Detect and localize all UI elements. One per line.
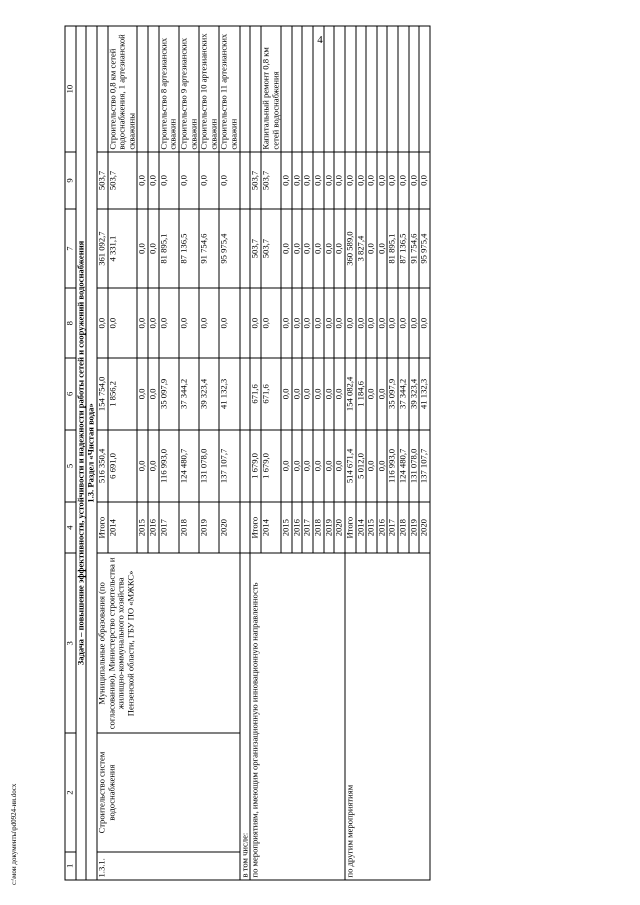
innov-c9: 503,7	[260, 152, 280, 209]
other-year: 2017	[387, 501, 398, 552]
innov-c8: 0,0	[334, 288, 345, 357]
innov-c10	[334, 26, 345, 152]
item-c6: 0,0	[137, 357, 148, 429]
other-year: 2014	[355, 501, 366, 552]
other-c5: 514 671,4	[344, 429, 355, 501]
other-c5: 131 078,0	[408, 429, 419, 501]
innov-year: 2015	[281, 501, 292, 552]
other-c7: 0,0	[376, 208, 387, 288]
other-c5: 0,0	[376, 429, 387, 501]
other-c5: 0,0	[366, 429, 377, 501]
innov-c6: 0,0	[291, 357, 302, 429]
including-empty-cell	[239, 288, 250, 357]
item-year: 2020	[219, 501, 239, 552]
other-c6: 0,0	[376, 357, 387, 429]
innov-c6: 671,6	[260, 357, 280, 429]
including-empty-cell	[239, 152, 250, 209]
including-label: в том числе:	[239, 553, 250, 880]
item-c7: 0,0	[137, 208, 148, 288]
other-c7: 3 827,4	[355, 208, 366, 288]
including-empty-cell	[239, 501, 250, 552]
innov-c5: 0,0	[313, 429, 324, 501]
innov-c6: 671,6	[250, 357, 261, 429]
innov-label: по мероприятиям, имеющим организационную инновационную направленность	[250, 553, 345, 880]
innov-c6: 0,0	[313, 357, 324, 429]
innov-c7: 0,0	[334, 208, 345, 288]
innov-c7: 0,0	[291, 208, 302, 288]
other-c5: 116 993,0	[387, 429, 398, 501]
item-c9: 0,0	[199, 152, 219, 209]
program-table	[64, 25, 430, 880]
other-c10	[408, 26, 419, 152]
other-c8: 0,0	[366, 288, 377, 357]
other-c10	[344, 26, 355, 152]
innov-year: 2016	[291, 501, 302, 552]
other-c10	[387, 26, 398, 152]
innov-c10	[281, 26, 292, 152]
item-c5: 6 691,0	[107, 429, 137, 501]
innov-c8: 0,0	[302, 288, 313, 357]
innov-c7: 0,0	[323, 208, 334, 288]
other-c10	[419, 26, 430, 152]
other-c6: 154 082,4	[344, 357, 355, 429]
innov-c6: 0,0	[323, 357, 334, 429]
item-c7: 0,0	[148, 208, 159, 288]
item-c5: 137 107,7	[219, 429, 239, 501]
other-c5: 137 107,7	[419, 429, 430, 501]
col-num-9: 9	[65, 152, 76, 209]
other-c10	[366, 26, 377, 152]
item-c5: 0,0	[137, 429, 148, 501]
innov-c9: 0,0	[334, 152, 345, 209]
innov-c8: 0,0	[250, 288, 261, 357]
item-c7: 81 895,1	[158, 208, 178, 288]
item-c8: 0,0	[199, 288, 219, 357]
col-num-7: 7	[65, 208, 76, 288]
innov-c7: 0,0	[313, 208, 324, 288]
innov-c10	[250, 26, 261, 152]
innov-c10: Капитальный ремонт 0,8 км сетей водоснабжения	[260, 26, 280, 152]
other-c6: 35 097,9	[387, 357, 398, 429]
innov-c5: 0,0	[302, 429, 313, 501]
other-c9: 0,0	[344, 152, 355, 209]
page-number: 4	[317, 34, 323, 46]
task-heading: Задача – повышение эффективности, устойчивости и надежности работы сетей и сооружений водоснабжения	[75, 26, 86, 880]
including-empty-cell	[239, 429, 250, 501]
other-c9: 0,0	[387, 152, 398, 209]
innov-c9: 0,0	[291, 152, 302, 209]
other-year: 2018	[398, 501, 409, 552]
section-heading: 1.3. Раздел «Чистая вода»	[86, 26, 97, 880]
item-c6: 37 344,2	[178, 357, 198, 429]
other-row	[344, 26, 355, 880]
col-num-6: 6	[65, 357, 76, 429]
other-c8: 0,0	[398, 288, 409, 357]
other-year: 2015	[366, 501, 377, 552]
other-c7: 91 754,6	[408, 208, 419, 288]
innov-c6: 0,0	[281, 357, 292, 429]
innov-c10	[302, 26, 313, 152]
other-c8: 0,0	[408, 288, 419, 357]
innov-c10	[323, 26, 334, 152]
other-c8: 0,0	[376, 288, 387, 357]
other-c10	[355, 26, 366, 152]
item-c6: 39 323,4	[199, 357, 219, 429]
innov-year: Итого	[250, 501, 261, 552]
other-c8: 0,0	[419, 288, 430, 357]
item-c6: 35 097,9	[158, 357, 178, 429]
item-c10: Строительство 10 артезианских скважин	[199, 26, 219, 152]
item-c10: Строительство 0,8 км сетей водоснабжения, 1 артезианской скважины	[107, 26, 137, 152]
other-c6: 41 132,3	[419, 357, 430, 429]
item-c9: 0,0	[148, 152, 159, 209]
item-executor: Муниципальные образования (по согласованию), Министерство строительства и жилищно-коммунального хозяйства Пензенской области, ГБУ ПО «МЖКС»	[96, 553, 239, 733]
including-empty-cell	[239, 26, 250, 152]
item-c9: 0,0	[158, 152, 178, 209]
item-c9: 0,0	[178, 152, 198, 209]
task-heading-row	[75, 26, 86, 880]
innov-c7: 503,7	[250, 208, 261, 288]
item-c9: 0,0	[219, 152, 239, 209]
innov-row	[250, 26, 261, 880]
other-c9: 0,0	[366, 152, 377, 209]
item-c7: 87 136,5	[178, 208, 198, 288]
item-c7: 91 754,6	[199, 208, 219, 288]
item-year: Итого	[96, 501, 107, 552]
item-c6: 154 754,0	[96, 357, 107, 429]
innov-c5: 0,0	[291, 429, 302, 501]
other-c9: 0,0	[419, 152, 430, 209]
innov-c10	[313, 26, 324, 152]
item-c10: Строительство 11 артезианских скважин	[219, 26, 239, 152]
item-c7: 95 975,4	[219, 208, 239, 288]
other-c6: 37 344,2	[398, 357, 409, 429]
innov-c5: 0,0	[334, 429, 345, 501]
innov-c5: 0,0	[323, 429, 334, 501]
item-c9: 503,7	[107, 152, 137, 209]
col-num-5: 5	[65, 429, 76, 501]
other-c7: 95 975,4	[419, 208, 430, 288]
item-c5: 0,0	[148, 429, 159, 501]
other-c8: 0,0	[387, 288, 398, 357]
other-c8: 0,0	[344, 288, 355, 357]
item-c10: Строительство 8 артезианских скважин	[158, 26, 178, 152]
innov-c9: 0,0	[281, 152, 292, 209]
innov-c8: 0,0	[323, 288, 334, 357]
innov-c8: 0,0	[260, 288, 280, 357]
item-c6: 0,0	[148, 357, 159, 429]
other-c7: 0,0	[366, 208, 377, 288]
item-c10	[148, 26, 159, 152]
item-c10	[96, 26, 107, 152]
other-c9: 0,0	[398, 152, 409, 209]
including-row	[239, 26, 250, 880]
item-c9: 503,7	[96, 152, 107, 209]
column-number-row	[65, 26, 76, 880]
including-empty-cell	[239, 208, 250, 288]
item-c6: 1 856,2	[107, 357, 137, 429]
item-year: 2018	[178, 501, 198, 552]
item-c6: 41 132,3	[219, 357, 239, 429]
item-row	[96, 26, 107, 880]
other-c10	[376, 26, 387, 152]
other-c10	[398, 26, 409, 152]
item-name: Строительство систем водоснабжения	[96, 733, 239, 851]
item-c8: 0,0	[137, 288, 148, 357]
other-c6: 0,0	[366, 357, 377, 429]
other-c7: 87 136,5	[398, 208, 409, 288]
innov-c10	[291, 26, 302, 152]
other-c9: 0,0	[408, 152, 419, 209]
item-c8: 0,0	[178, 288, 198, 357]
other-c5: 124 480,7	[398, 429, 409, 501]
rotated-table-container	[64, 25, 576, 880]
innov-c6: 0,0	[302, 357, 313, 429]
item-c10: Строительство 9 артезианских скважин	[178, 26, 198, 152]
innov-year: 2017	[302, 501, 313, 552]
col-num-4: 4	[65, 501, 76, 552]
other-c6: 39 323,4	[408, 357, 419, 429]
innov-year: 2020	[334, 501, 345, 552]
item-c5: 124 480,7	[178, 429, 198, 501]
item-c8: 0,0	[219, 288, 239, 357]
item-c5: 516 350,4	[96, 429, 107, 501]
other-c7: 360 589,0	[344, 208, 355, 288]
col-num-3: 3	[65, 553, 76, 733]
item-year: 2016	[148, 501, 159, 552]
other-year: Итого	[344, 501, 355, 552]
item-c10	[137, 26, 148, 152]
item-c8: 0,0	[148, 288, 159, 357]
item-c5: 116 993,0	[158, 429, 178, 501]
item-c8: 0,0	[107, 288, 137, 357]
other-year: 2019	[408, 501, 419, 552]
innov-c9: 0,0	[302, 152, 313, 209]
item-c7: 361 092,7	[96, 208, 107, 288]
col-num-1: 1	[65, 851, 76, 879]
other-c6: 1 184,6	[355, 357, 366, 429]
item-c7: 4 331,1	[107, 208, 137, 288]
innov-year: 2014	[260, 501, 280, 552]
innov-c8: 0,0	[313, 288, 324, 357]
innov-year: 2019	[323, 501, 334, 552]
item-year: 2014	[107, 501, 137, 552]
item-year: 2017	[158, 501, 178, 552]
item-c8: 0,0	[158, 288, 178, 357]
innov-c9: 0,0	[313, 152, 324, 209]
innov-c5: 0,0	[281, 429, 292, 501]
innov-c7: 0,0	[302, 208, 313, 288]
item-number: 1.3.1.	[96, 851, 239, 879]
item-c5: 131 078,0	[199, 429, 219, 501]
item-c8: 0,0	[96, 288, 107, 357]
innov-c5: 1 679,0	[250, 429, 261, 501]
item-c9: 0,0	[137, 152, 148, 209]
including-empty-cell	[239, 357, 250, 429]
item-year: 2015	[137, 501, 148, 552]
section-heading-row	[86, 26, 97, 880]
innov-c8: 0,0	[281, 288, 292, 357]
innov-c8: 0,0	[291, 288, 302, 357]
col-num-8: 8	[65, 288, 76, 357]
other-year: 2016	[376, 501, 387, 552]
other-c9: 0,0	[376, 152, 387, 209]
other-c9: 0,0	[355, 152, 366, 209]
other-c8: 0,0	[355, 288, 366, 357]
innov-c7: 0,0	[281, 208, 292, 288]
col-num-10: 10	[65, 26, 76, 152]
innov-c7: 503,7	[260, 208, 280, 288]
innov-c9: 0,0	[323, 152, 334, 209]
footer-file-path: c:\мои документы\pd0924-ии.docx	[10, 783, 18, 885]
innov-c9: 503,7	[250, 152, 261, 209]
col-num-2: 2	[65, 733, 76, 851]
other-label: по другим мероприятиям	[344, 553, 429, 880]
other-year: 2020	[419, 501, 430, 552]
other-c7: 81 895,1	[387, 208, 398, 288]
innov-c6: 0,0	[334, 357, 345, 429]
innov-c5: 1 679,0	[260, 429, 280, 501]
item-year: 2019	[199, 501, 219, 552]
other-c5: 5 012,0	[355, 429, 366, 501]
table-body	[75, 26, 429, 880]
innov-year: 2018	[313, 501, 324, 552]
